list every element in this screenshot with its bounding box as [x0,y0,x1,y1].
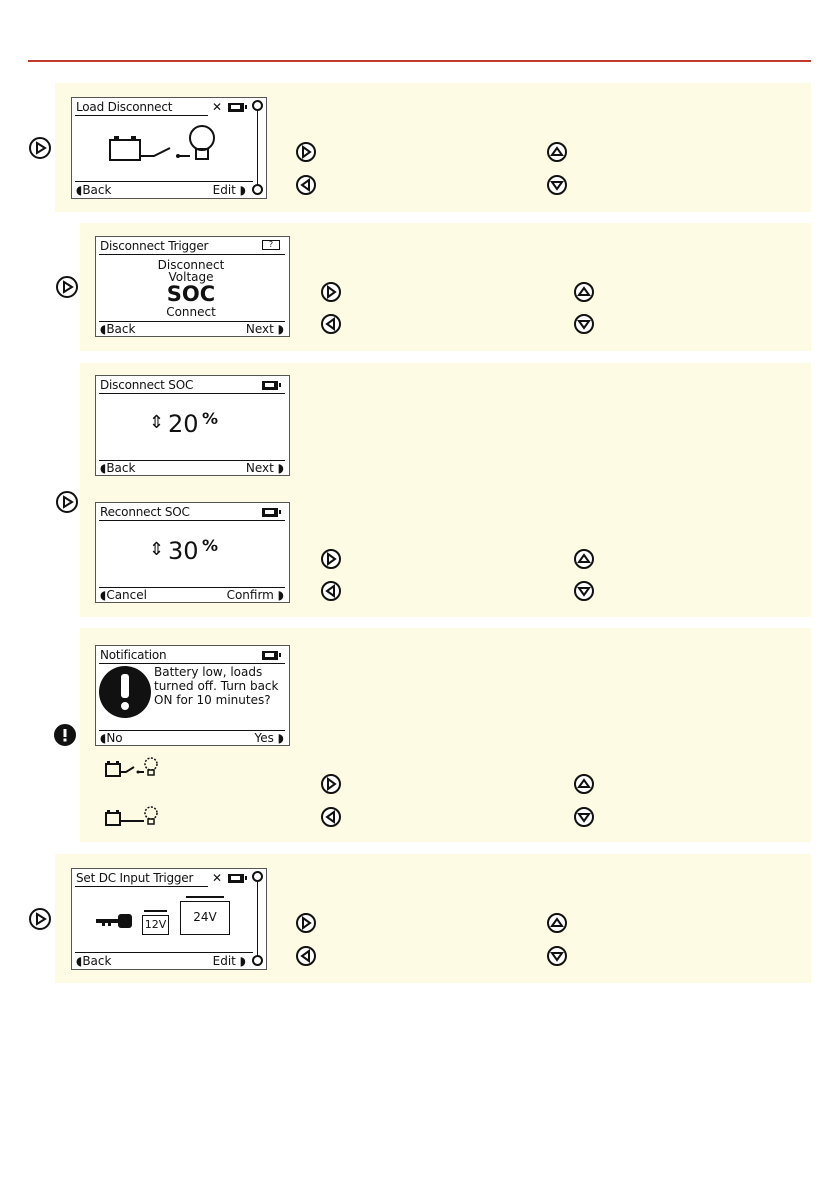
battery-status-icon [262,508,278,517]
adjust-icon: ⇕ [149,539,165,560]
screen-title: Set DC Input Trigger [76,871,194,885]
left-button[interactable] [321,581,341,601]
back-label: ◖Back [76,954,112,968]
battery-12v-terminals [144,910,167,915]
right-indicator-icon [56,276,78,298]
battery-status-icon [262,651,278,660]
cancel-label: ◖Cancel [100,588,147,602]
screen-notification [95,645,290,746]
edit-label: Edit ◗ [212,954,246,968]
bluetooth-icon: ✕ [212,100,223,114]
scroll-track [257,877,258,961]
ignition-key-icon [96,913,134,929]
notification-message: Battery low, loads turned off. Turn back ON for 10 minutes? [154,665,279,707]
right-button[interactable] [321,282,341,302]
up-button[interactable] [574,549,594,569]
confirm-label: Confirm ◗ [226,588,284,602]
down-button[interactable] [547,175,567,195]
screen-title: Disconnect SOC [100,378,194,392]
reconnect-soc-unit: % [202,536,219,555]
screen-title: Notification [100,648,167,662]
option-soc-selected: SOC [166,282,216,306]
option-connect: Connect [166,305,216,319]
right-button[interactable] [296,142,316,162]
screen-disconnect-soc [95,375,290,476]
down-button[interactable] [574,581,594,601]
yes-label: Yes ◗ [254,731,284,745]
back-label: ◖Back [100,461,136,475]
right-button[interactable] [296,913,316,933]
right-indicator-icon [29,137,51,159]
screen-title: Load Disconnect [76,100,173,114]
down-button[interactable] [574,807,594,827]
scroll-track [257,106,258,190]
battery-to-bulb-icon [106,120,216,168]
screen-disconnect-trigger [95,236,290,337]
screen-dc-input-trigger [71,868,267,970]
down-button[interactable] [574,314,594,334]
right-button[interactable] [321,549,341,569]
up-button[interactable] [547,142,567,162]
battery-status-icon [228,874,244,883]
option-voltage: Voltage [168,270,214,284]
disconnect-soc-value: 20 [168,410,199,438]
option-disconnect: Disconnect [157,258,225,272]
right-button[interactable] [321,774,341,794]
battery-24v: 24V [180,901,230,935]
left-button[interactable] [296,175,316,195]
right-indicator-icon [56,491,78,513]
screen-title: Disconnect Trigger [100,239,209,253]
exclamation-icon [99,666,151,718]
screen-load-disconnect [71,97,267,199]
battery-24v-terminals [186,896,224,901]
scroll-bottom-icon [252,955,263,966]
left-button[interactable] [321,314,341,334]
battery-12v: 12V [142,915,169,935]
next-label: Next ◗ [245,322,284,336]
disconnect-soc-unit: % [202,409,219,428]
up-button[interactable] [574,774,594,794]
reconnect-soc-value: 30 [168,537,199,565]
up-button[interactable] [574,282,594,302]
load-disconnected-icon [104,755,164,781]
adjust-icon: ⇕ [149,412,165,433]
right-indicator-icon [29,908,51,930]
screen-reconnect-soc [95,502,290,603]
load-connected-icon [104,804,164,830]
scroll-top-icon [252,100,263,111]
edit-label: Edit ◗ [212,183,246,197]
back-label: ◖Back [76,183,112,197]
scroll-top-icon [252,871,263,882]
screen-title: Reconnect SOC [100,505,190,519]
scroll-bottom-icon [252,184,263,195]
battery-status-icon [228,103,244,112]
header-rule [28,60,811,62]
alert-indicator-icon [54,724,76,746]
no-label: ◖No [100,731,123,745]
down-button[interactable] [547,946,567,966]
bluetooth-icon: ✕ [212,871,223,885]
left-button[interactable] [321,807,341,827]
next-label: Next ◗ [245,461,284,475]
help-icon: ? [262,240,280,250]
up-button[interactable] [547,913,567,933]
back-label: ◖Back [100,322,136,336]
battery-status-icon [262,381,278,390]
left-button[interactable] [296,946,316,966]
